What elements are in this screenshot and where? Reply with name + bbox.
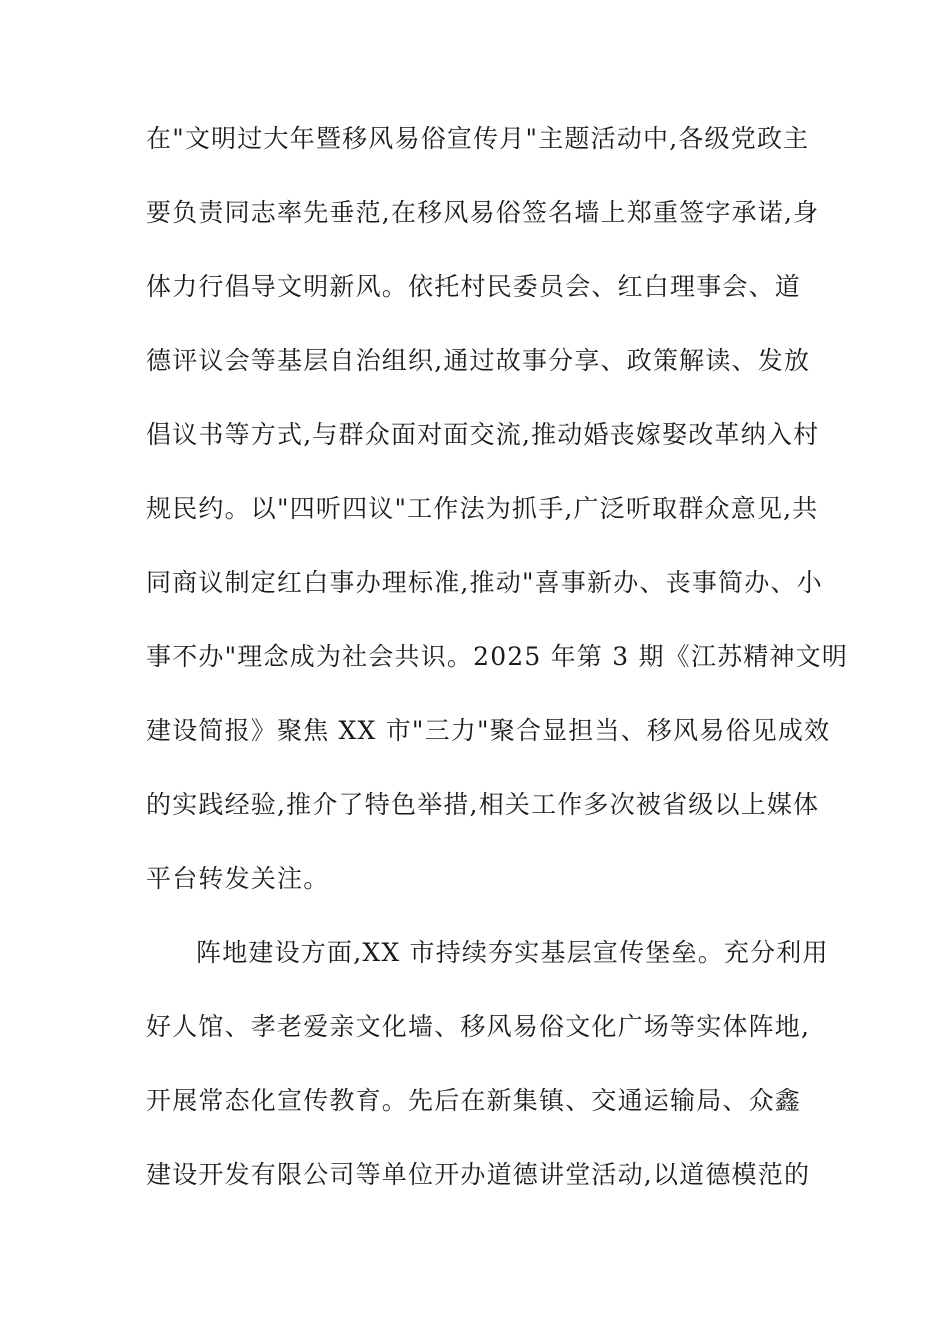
text-line: 倡议书等方式,与群众面对面交流,推动婚丧嫁娶改革纳入村 bbox=[146, 420, 820, 449]
text-line: 要负责同志率先垂范,在移风易俗签名墙上郑重签字承诺,身 bbox=[146, 198, 820, 227]
text-line: 规民约。以"四听四议"工作法为抓手,广泛听取群众意见,共 bbox=[146, 494, 819, 523]
text-line: 好人馆、孝老爱亲文化墙、移风易俗文化广场等实体阵地, bbox=[146, 1012, 811, 1041]
text-line: 体力行倡导文明新风。依托村民委员会、红白理事会、道 bbox=[146, 272, 802, 301]
text-line: 的实践经验,推介了特色举措,相关工作多次被省级以上媒体 bbox=[146, 790, 820, 819]
text-line: 建设简报》聚焦 XX 市"三力"聚合显担当、移风易俗见成效 bbox=[146, 716, 831, 745]
text-line: 同商议制定红白事办理标准,推动"喜事新办、丧事简办、小 bbox=[146, 568, 823, 597]
text-line: 在"文明过大年暨移风易俗宣传月"主题活动中,各级党政主 bbox=[146, 124, 810, 153]
text-line: 事不办"理念成为社会共识。2025 年第 3 期《江苏精神文明 bbox=[146, 642, 849, 671]
text-line: 阵地建设方面,XX 市持续夯实基层宣传堡垒。充分利用 bbox=[196, 938, 829, 967]
text-line: 开展常态化宣传教育。先后在新集镇、交通运输局、众鑫 bbox=[146, 1086, 802, 1115]
text-line: 建设开发有限公司等单位开办道德讲堂活动,以道德模范的 bbox=[146, 1160, 811, 1189]
text-line: 德评议会等基层自治组织,通过故事分享、政策解读、发放 bbox=[146, 346, 811, 375]
text-line: 平台转发关注。 bbox=[146, 864, 330, 893]
